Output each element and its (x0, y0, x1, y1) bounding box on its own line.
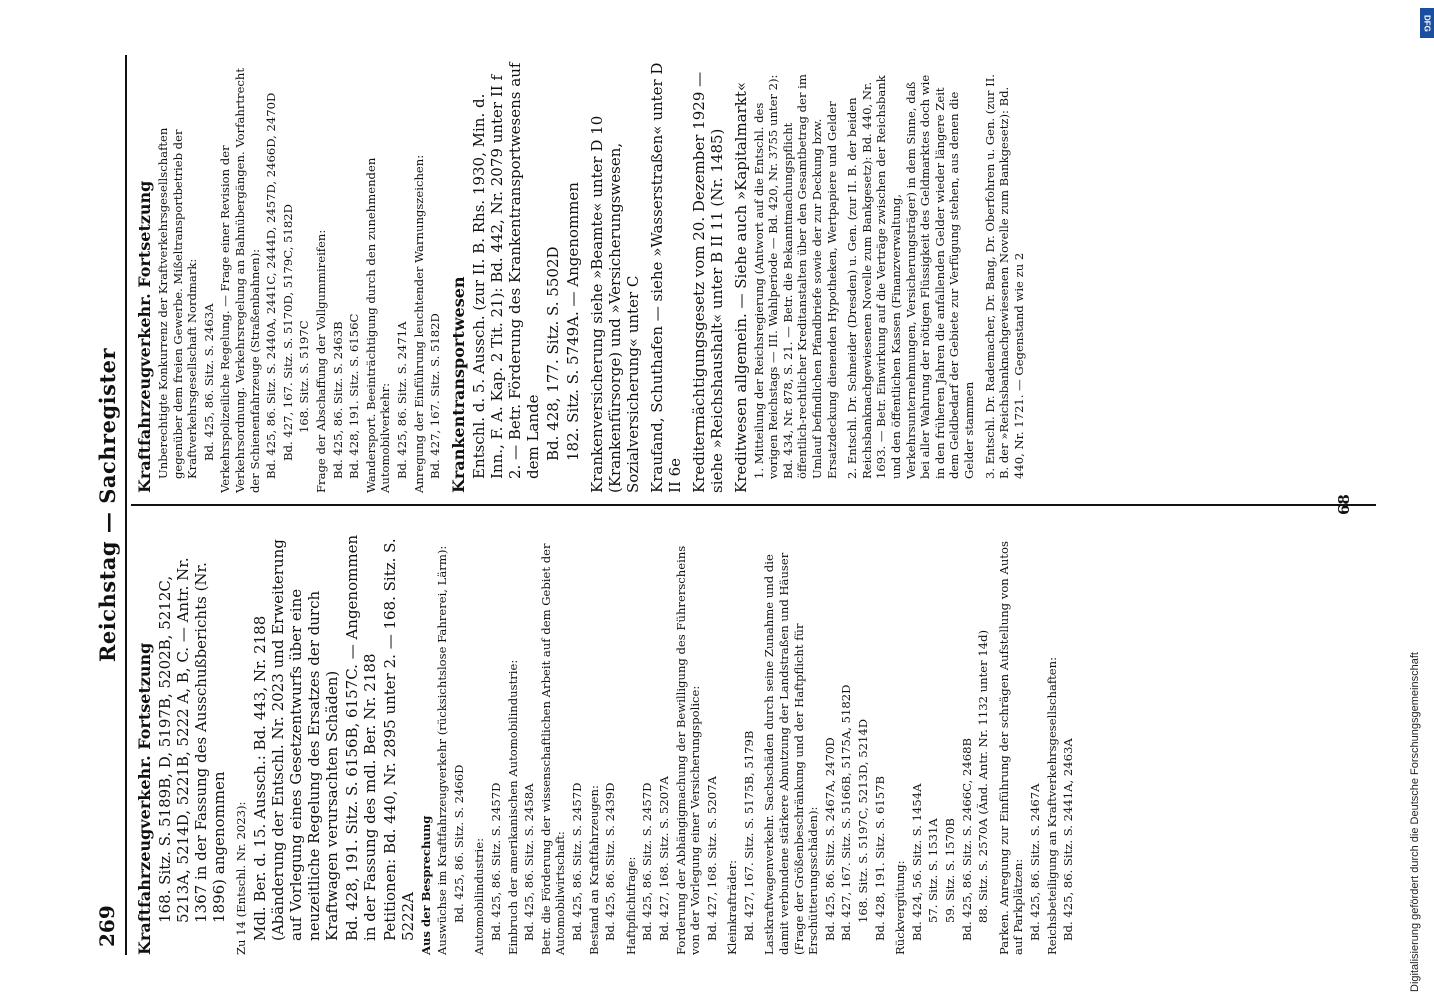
right-entry: Frage der Abschaffung der Vollgummireifen: (313, 229, 328, 493)
dfg-logo: DFG (1420, 8, 1434, 38)
left-entry: Bd. 427, 167. Sitz. S. 5175B, 5179B (741, 730, 756, 941)
left-entry: Petitionen: Bd. 440, Nr. 2895 unter 2. — 168. Sitz. S. 5222A (380, 538, 417, 941)
left-entry: Bd. 425, 86. Sitz. S. 2467A (1027, 783, 1042, 941)
left-entry: Bd. 425, 86. Sitz. S. 2466D (451, 764, 466, 923)
left-entry: Automobilindustrie: (472, 838, 487, 955)
left-entry: Bd. 425, 86. Sitz. S. 2457D (640, 782, 655, 941)
right-entry: Bd. 425, 86. Sitz. S. 2471A (394, 321, 409, 479)
left-entry: Bd. 425, 86. Sitz. S. 2467A, 2470D (822, 737, 837, 941)
left-entry: Bd. 428, 191. Sitz. S. 6157B (872, 775, 887, 941)
right-entry: Entschl. d. 5. Aussch. (zur II. B. Rhs. 1930, Min. d. Inn., F. A. Kap. 2 Tit. 21): Bd. 442, Nr. 2079 unter II f 2. — Betr. Förderung des Krankentransportwesens auf dem Lande (469, 62, 542, 479)
left-entry: Auswüchse im Kraftfahrzeugverkehr (rücksichtslose Fahrerei, Lärm): (435, 545, 450, 955)
left-entry: Bd. 425, 86. Sitz. S. 2458A (522, 783, 537, 941)
left-entry: Reichsbeteiligung an Kraftverkehrsgesellschaften: (1044, 656, 1059, 955)
right-entry: Kraufand, Schuthafen — siehe »Wasserstraßen« unter D II 6e (647, 62, 684, 493)
right-entry: Bd. 425, 86. Sitz. S. 2463B (330, 321, 345, 479)
right-entry: Krankenversicherung siehe »Beamte« unter D 10 (Krankenfürsorge) und »Versicherungswesen, Sozialversicherung« unter C (587, 115, 642, 493)
left-entry: 59. Sitz. S. 1570B (943, 818, 957, 923)
left-entry: Lastkraftwagenverkehr. Sachschäden durch seine Zunahme und die damit verbundene stärkere Abnutzung der Landstraßen und Häuser (Frage der Größenbeschränkung und der Haftpflicht für Erschütterungsschäden): (762, 552, 821, 955)
right-entry: Bd. 427, 167. Sitz. S. 5182D (428, 313, 443, 479)
left-entry: Kleinkrafträder: (725, 859, 740, 955)
left-entry: Bd. 425, 86. Sitz. S. 2457D (569, 782, 584, 941)
right-entry: Wandersport. Beeinträchtigung durch den zunehmenden Automobilverkehr: (363, 157, 393, 493)
page-number: 269 (95, 905, 119, 947)
left-column (135, 523, 1078, 955)
right-entry: Kreditermächtigungsgesetz vom 20. Dezember 1929 — siehe »Reichshaushalt« unter B II 11 (Nr. 1485) (689, 71, 726, 493)
right-entry: Anregung der Einführung leuchtender Warnungszeichen: (411, 154, 426, 493)
right-entry: Bd. 425, 86. Sitz. S. 2463A (201, 303, 216, 461)
column-divider (131, 504, 1376, 506)
right-entry: Bd. 425, 86. Sitz. S. 2440A, 2441C, 2444D, 2457D, 2466D, 2470D (264, 92, 279, 479)
running-title: Reichstag — Sachregister (95, 347, 120, 663)
left-entry: Bd. 427, 167. Sitz. S. 5166B, 5175A, 5182D (839, 684, 854, 941)
right-entry: 182. Sitz. S. 5749A. — Angenommen (563, 182, 582, 461)
header-rule (125, 55, 127, 955)
right-entry: 168. Sitz. S. 5197C (297, 320, 312, 433)
right-entry: 1. Mitteilung der Reichsregierung (Antwort auf die Entschl. des vorigen Reichstags — III. Wahlperiode — Bd. 420, Nr. 3755 unter 2): Bd. 434, Nr. 878, S. 21. — Betr. die Bekanntmachungspflicht öffentlich-rechtlicher Kreditanstalten über den Gesamtbetrag der im Umlauf befindlichen Pfandbriefe sowie der zur Deckung bzw. Ersatzdeckung dienenden Hypotheken, Wertpapiere und Gelder (751, 74, 839, 479)
rotated-page (95, 55, 1385, 955)
right-entry: Bd. 427, 167. Sitz. S. 5170D, 5179C, 5182D (280, 204, 295, 461)
left-entry: Haftpflichtfrage: (623, 856, 638, 955)
left-entry: Bd. 425, 86. Sitz. S. 2457D (488, 782, 503, 941)
left-entry: Zu 14 (Entschl. Nr. 2023): (234, 801, 248, 955)
right-entry: 3. Entschl. Dr. Rademacher, Dr. Bang, Dr. Oberfohren u. Gen. (zur II. B. der »Reichsbanknachgewiesenen Novelle zum Bankgesetz): Bd. 440, Nr. 1721. — Gegenstand wie zu 2 (982, 74, 1026, 479)
left-entry: Parken. Anregung zur Einführung der schrägen Aufstellung von Autos auf Parkplätzen: (996, 541, 1026, 955)
left-entry: Bd. 427, 168. Sitz. S. 5207A (704, 776, 719, 941)
page-header (95, 55, 121, 955)
digitization-credit: Digitalisierung gefördert durch die Deutsche Forschungsgemeinschaft (1409, 652, 1421, 992)
left-entry: 168. Sitz. S. 5197C, 5213D, 5214D (856, 718, 871, 923)
right-entry: Unberechtigte Konkurrenz der Kraftverkehrsgesellschaften gegenüber dem freien Gewerbe. Mißeltransportbetrieb der Kraftverkehrsgesellschaft Nordmark: (156, 127, 200, 479)
left-entry: 88. Sitz. S. 2570A (Änd. Antr. Nr. 1132 unter 14d) (976, 629, 991, 923)
left-entry: Einbruch der amerikanischen Automobilindustrie: (505, 659, 520, 955)
right-entry: 2. Entschl. Dr. Schneider (Dresden) u. Gen. (zur II. B. der beiden Reichsbanknachgewiesenen Novelle zum Bankgesetz): Bd. 440, Nr. 1693. — Betr. Einwirkung auf die Verträge zwischen der Reichsbank und den öffentlichen Kassen (Finanzverwaltung, Verkehrsunternehmungen, Versicherungsträger) in dem Sinne, daß bei aller Wahrung der nötigen Flüssigkeit des Geldmarktes doch wie in den früheren Jahren die anfallenden Gelder wieder längere Zeit dem Geldbedarf der Gebiete zur Verfügung stehen, aus denen die Gelder stammen (845, 74, 976, 479)
left-entry: Bd. 427, 168. Sitz. S. 5207A (656, 776, 671, 941)
left-entry: Aus der Besprechung (418, 815, 433, 955)
right-entry: Verkehrspolizeiliche Regelung. — Frage einer Revision der Verkehrsordnung. Verkehrsregelung an Bahnübergängen. Vorfahrtrecht der Schienenfahrzeuge (Straßenbahnen): (218, 67, 262, 493)
left-entry: Betr. die Förderung der wissenschaftlichen Arbeit auf dem Gebiet der Automobilwirtschaft: (538, 543, 568, 955)
right-entry: Krankentransportwesen (448, 276, 468, 493)
left-entry: Mdl. Ber. d. 15. Aussch.: Bd. 443, Nr. 2188 (Abänderung der Entschl. Nr. 2023 und Erweiterung auf Vorlegung eines Gesetzentwurfs über eine neuzeitliche Regelung des Ersatzes der durch Kraftwagen verursachten Schäden) (250, 539, 341, 941)
left-entry: Forderung der Abhängigmachung der Bewilligung des Führerscheins von der Vorlegung einer Versicherungspolice: (673, 545, 703, 955)
right-entry: Kreditwesen allgemein. — Siehe auch »Kapitalmarkt« (731, 81, 750, 493)
right-entry: Kraftfahrzeugverkehr. Fortsetzung (135, 180, 154, 493)
right-entry: Bd. 428, 191. Sitz. S. 6156C (347, 313, 362, 479)
left-entry: Bd. 425, 86. Sitz. S. 2466C, 2468B (959, 738, 974, 941)
footer-number: 68 (1335, 494, 1353, 515)
left-entry: 168. Sitz. S. 5189B, D, 5197B, 5202B, 5212C, 5213A, 5214D, 5221B, 5222 A, B, C. — Antr. Nr. 1367 in der Fassung des Ausschußberichts (Nr. 1896) angenommen (156, 557, 228, 923)
right-entry: Bd. 428, 177. Sitz. S. 5502D (543, 246, 562, 461)
left-entry: 57. Sitz. S. 1531A (926, 818, 941, 923)
left-entry: Rückvergütung: (893, 860, 908, 955)
left-entry: Bestand an Kraftfahrzeugen: (586, 785, 601, 955)
left-entry: Bd. 424, 56. Sitz. S. 1454A (909, 783, 924, 941)
left-entry: Kraftfahrzeugverkehr. Fortsetzung (135, 642, 154, 955)
left-entry: Bd. 425, 86. Sitz. S. 2441A, 2463A (1061, 738, 1076, 941)
right-column (135, 61, 1028, 493)
left-entry: Bd. 428, 191. Sitz. S. 6156B, 6157C. — Angenommen in der Fassung des mdl. Ber. Nr. 2188 (342, 534, 379, 941)
left-entry: Bd. 425, 86. Sitz. S. 2439D (603, 782, 618, 941)
